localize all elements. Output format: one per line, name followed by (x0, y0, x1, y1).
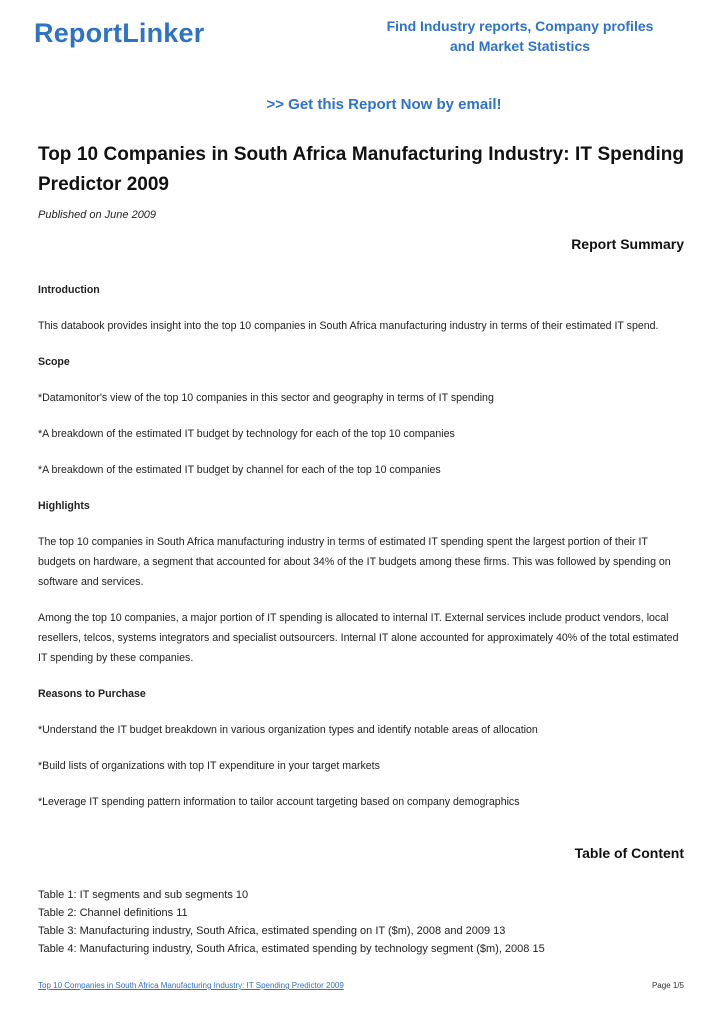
header-tagline (370, 16, 670, 56)
tagline-line-1: Find Industry reports, Company profiles (386, 18, 654, 34)
page-number: Page 1/5 (651, 981, 684, 990)
introduction-heading: Introduction (38, 284, 100, 296)
tagline-line-2: and Market Statistics (449, 38, 591, 54)
highlights-heading: Highlights (38, 500, 90, 512)
toc-item: Table 4: Manufacturing industry, South Africa, estimated spending by technology segment ($m), 2008 15 (38, 943, 545, 955)
get-report-email-link[interactable]: >> Get this Report Now by email! (266, 96, 502, 113)
scope-item: *Datamonitor's view of the top 10 companies in this sector and geography in terms of IT spending (38, 392, 494, 404)
toc-item: Table 2: Channel definitions 11 (38, 907, 188, 919)
reason-item: *Understand the IT budget breakdown in various organization types and identify notable areas of allocation (38, 724, 538, 736)
report-summary-heading: Report Summary (571, 236, 684, 252)
reason-item: *Leverage IT spending pattern information to tailor account targeting based on company demographics (38, 796, 520, 808)
highlights-paragraph: The top 10 companies in South Africa manufacturing industry in terms of estimated IT spending spent the largest portion of their IT budgets on hardware, a segment that accounted for about 34% of the IT budgets among these firms. This was followed by spending on software and services. (38, 536, 671, 588)
table-of-content-list (38, 886, 688, 958)
page-footer (38, 981, 684, 990)
published-date: Published on June 2009 (38, 209, 157, 221)
report-summary (38, 280, 688, 812)
toc-item: Table 1: IT segments and sub segments 10 (38, 889, 249, 901)
reasons-heading: Reasons to Purchase (38, 688, 146, 700)
scope-heading: Scope (38, 356, 70, 368)
toc-item: Table 3: Manufacturing industry, South Africa, estimated spending on IT ($m), 2008 and 2009 13 (38, 925, 506, 937)
highlights-paragraph: Among the top 10 companies, a major portion of IT spending is allocated to internal IT. External services include product vendors, local resellers, telcos, systems integrators and specialist outsourcers. Internal IT alone accounted for approximately 40% of the total estimated IT spending by these companies. (38, 612, 679, 664)
table-of-content-heading: Table of Content (574, 845, 684, 861)
reportlinker-logo[interactable]: ReportLinker (34, 18, 205, 48)
footer-report-link[interactable]: Top 10 Companies in South Africa Manufacturing Industry: IT Spending Predictor 2009 (38, 981, 344, 990)
scope-item: *A breakdown of the estimated IT budget by technology for each of the top 10 companies (38, 428, 455, 440)
page-header (0, 0, 728, 70)
report-title: Top 10 Companies in South Africa Manufacturing Industry: IT Spending Predictor 2009 (38, 144, 684, 195)
reason-item: *Build lists of organizations with top IT expenditure in your target markets (38, 760, 380, 772)
scope-item: *A breakdown of the estimated IT budget by channel for each of the top 10 companies (38, 464, 441, 476)
introduction-text: This databook provides insight into the top 10 companies in South Africa manufacturing industry in terms of their estimated IT spend. (38, 320, 659, 332)
